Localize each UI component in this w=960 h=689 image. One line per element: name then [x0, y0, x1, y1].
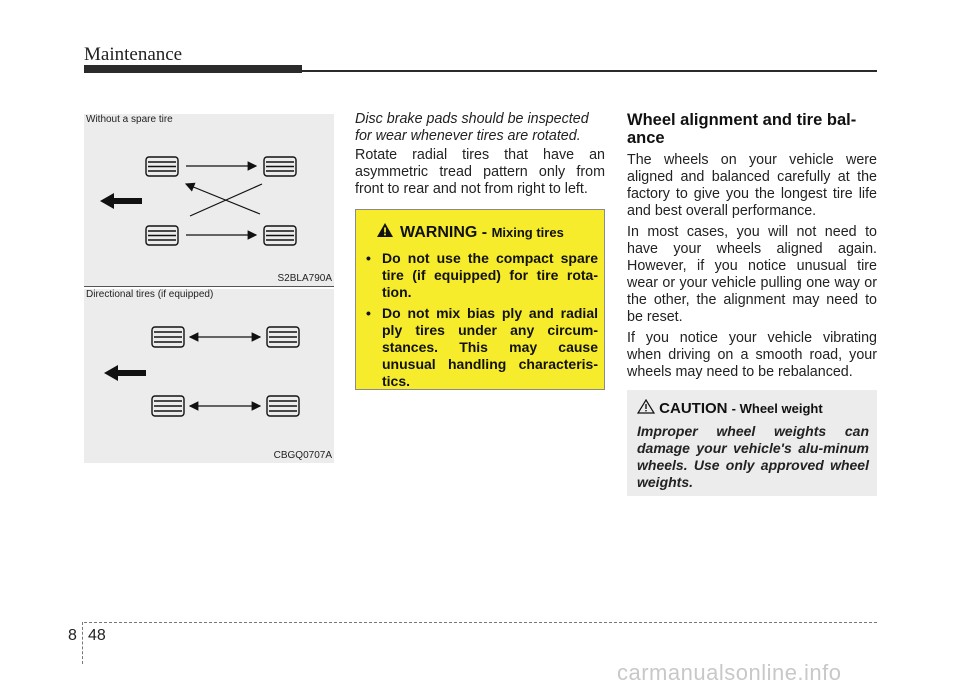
chapter-number: 8: [68, 627, 77, 644]
paragraph: If you notice your vehicle vibrating when driving on a smooth road, your wheels may need to be rebalanced.: [627, 330, 877, 380]
watermark: carmanualsonline.info: [617, 660, 842, 685]
rotation-diagram-cross: [84, 114, 334, 286]
paragraph: The wheels on your vehicle were aligned and balanced carefully at the factory to give you the longest tire life and best overall performance.: [627, 152, 877, 219]
warning-triangle-icon: [376, 222, 394, 238]
figure-caption: Directional tires (if equipped): [86, 289, 214, 300]
warning-box: [355, 209, 605, 390]
header-rule-thin: [300, 70, 877, 72]
figure-code: CBGQ0707A: [273, 450, 332, 461]
figure-tire-rotation-no-spare: [84, 114, 334, 286]
caution-triangle-icon: [637, 399, 655, 414]
footer-rule: [84, 622, 877, 623]
caution-box: [627, 390, 877, 496]
page-header-title: Maintenance: [84, 44, 183, 65]
figure-code: S2BLA790A: [277, 273, 332, 284]
warning-subtitle: Mixing tires: [491, 225, 564, 240]
figure-divider: [84, 286, 334, 287]
rotation-body-text: Rotate radial tires that have an asymmetric tread pattern only from front to rear and not from right to left.: [355, 147, 605, 197]
page-number: 48: [88, 627, 106, 644]
caution-text: Improper wheel weights can damage your vehicle's alu-minum wheels. Use only approved wheel weights.: [637, 423, 869, 490]
front-direction-arrow-icon: [100, 193, 142, 209]
warning-title: WARNING -: [400, 224, 488, 241]
figure-caption: Without a spare tire: [86, 114, 173, 125]
list-item: • Do not use the compact spare tire (if equipped) for tire rota-tion.: [366, 250, 598, 300]
caution-title: CAUTION: [659, 400, 728, 417]
warning-heading: [376, 224, 564, 242]
paragraph: In most cases, you will not need to have your wheels aligned again. However, if you notice unusual tire wear or your vehicle pulling one way or the other, the alignment may need to be reset.: [627, 224, 877, 325]
footer-divider: [82, 622, 83, 664]
header-rule-thick: [84, 65, 302, 73]
list-item: • Do not mix bias ply and radial ply tires under any circum-stances. This may cause unusual handling characteris-tics.: [366, 305, 598, 389]
section-heading: Wheel alignment and tire bal-ance: [627, 111, 857, 147]
tire-icon: [146, 157, 296, 245]
alignment-body: [627, 152, 877, 385]
rotation-diagram-directional: [84, 289, 334, 463]
figure-directional-tires: [84, 289, 334, 463]
lead-italic-text: Disc brake pads should be inspected for wear whenever tires are rotated.: [355, 111, 589, 144]
tire-icon: [152, 327, 299, 416]
warning-list: [364, 250, 598, 394]
caution-heading: [637, 399, 823, 417]
caution-subtitle: - Wheel weight: [731, 401, 823, 416]
front-direction-arrow-icon: [104, 365, 146, 381]
